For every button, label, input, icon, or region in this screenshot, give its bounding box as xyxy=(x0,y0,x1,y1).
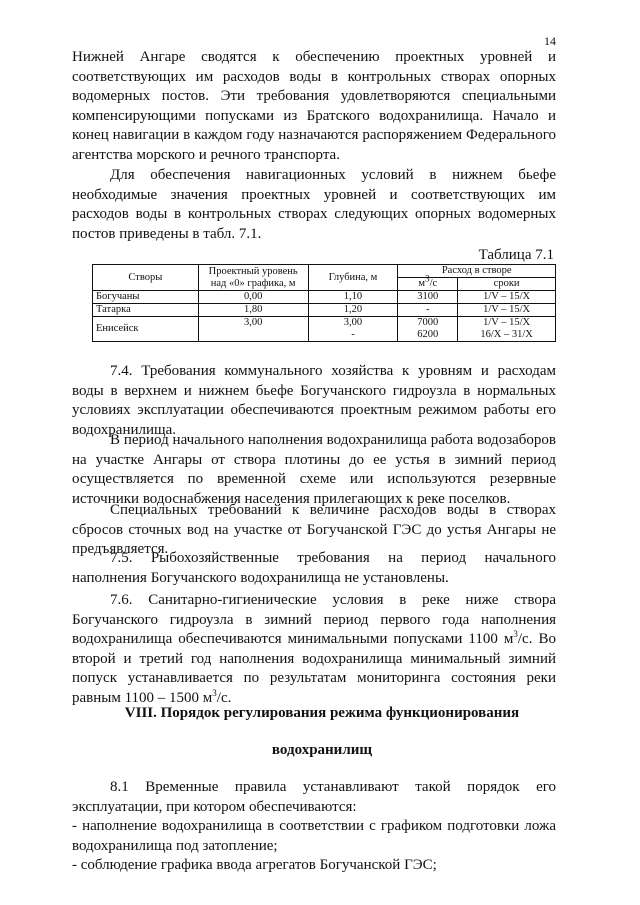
list-item: - соблюдение графика ввода агрегатов Богучанской ГЭС; xyxy=(72,857,437,873)
cell-term-line2: 16/X – 31/X xyxy=(480,329,533,340)
section-title-line2: водохранилищ xyxy=(271,742,373,758)
cell-flow-line1: 7000 xyxy=(417,317,439,328)
cell-level: 3,00 xyxy=(198,317,308,342)
cell-level: 1,80 xyxy=(198,304,308,317)
paragraph-water-intake: В период начального наполнения водохранилища работа водозаборов на участке Ангары от створа плотины до ее устья в зимний период осуществляется по временной схеме или используются резервные источники водоснабжения населения прилегающих к реке поселков. xyxy=(72,432,556,507)
paragraph-8-1: 8.1 Временные правила устанавливают такой порядок его эксплуатации, при котором обеспечиваются: xyxy=(72,779,556,815)
header-level: Проектный уровень над «0» графика, м xyxy=(198,265,308,291)
section-title: VIII. Порядок регулирования режима функционирования xyxy=(124,705,520,721)
table-caption: Таблица 7.1 xyxy=(478,247,554,263)
table-row xyxy=(93,304,556,317)
header-depth: Глубина, м xyxy=(308,265,398,291)
cell-term: 1/V – 15/X xyxy=(458,291,556,304)
cell-depth: 1,20 xyxy=(308,304,398,317)
cell-depth-line2: - xyxy=(351,329,355,340)
header-stvory: Створы xyxy=(93,265,199,291)
page-number: 14 xyxy=(544,34,556,48)
header-terms: сроки xyxy=(458,278,556,291)
header-flow-unit: $м^3/с$ xyxy=(398,278,458,291)
cell-level: 0,00 xyxy=(198,291,308,304)
paragraph-wastewater: Специальных требований к величине расходов воды в створах сбросов сточных вод на участке от Богучанской ГЭС до устья Ангары не предъявляется. xyxy=(72,502,556,558)
cell-depth: 1,10 xyxy=(308,291,398,304)
cell-name: Богучаны xyxy=(93,291,199,304)
header-flow: Расход в створе xyxy=(398,265,556,278)
cell-flow: 3100 xyxy=(398,291,458,304)
table-header-row xyxy=(93,265,556,278)
paragraph-7-4: 7.4. Требования коммунального хозяйства к уровням и расходам воды в верхнем и нижнем бьефе Богучанского гидроузла в нормальных условиях эксплуатации обеспечиваются проектным режимом работы его водохранилища. xyxy=(72,363,556,438)
cell-flow-line2: 6200 xyxy=(417,329,439,340)
paragraph-7-6: 7.6. Санитарно-гигиенические условия в реке ниже створа Богучанского гидроузла в зимний период первого года наполнения водохранилища обеспечиваются минимальными попусками 1100 $м^3/с$. Во второй и третий год наполнения водохранилища минимальный зимний попуск устанавливается по результатам мониторинга состояния реки равным 1100 – 1500 $м^3/с$. xyxy=(72,592,556,706)
cell-depth xyxy=(308,317,398,342)
cell-flow xyxy=(398,317,458,342)
cell-name: Енисейск xyxy=(93,317,199,342)
table-row xyxy=(93,291,556,304)
cell-name: Татарка xyxy=(93,304,199,317)
paragraph-navigation: Для обеспечения навигационных условий в нижнем бьефе необходимые значения проектных уровней и соответствующих им расходов воды в контрольных створах следующих опорных водомерных постов приведены в табл. 7.1. xyxy=(72,167,556,242)
paragraph-7-5: 7.5. Рыбохозяйственные требования на период начального наполнения Богучанского водохранилища не установлены. xyxy=(72,550,556,586)
data-table-7-1 xyxy=(92,264,556,342)
table-row xyxy=(93,317,556,342)
cell-term xyxy=(458,317,556,342)
cell-depth-line1: 3,00 xyxy=(343,317,363,328)
list-item: - наполнение водохранилища в соответствии с графиком подготовки ложа водохранилища под затопление; xyxy=(72,818,556,854)
paragraph-lower-angara: Нижней Ангаре сводятся к обеспечению проектных уровней и соответствующих им расходов воды в контрольных створах опорных водомерных постов. Эти требования удовлетворяются специальными компенсирующими попусками из Братского водохранилища. Начало и конец навигации в каждом году назначаются распоряжением Федерального агентства морского и речного транспорта. xyxy=(72,49,556,163)
cell-term: 1/V – 15/X xyxy=(458,304,556,317)
cell-flow: - xyxy=(398,304,458,317)
cell-term-line1: 1/V – 15/X xyxy=(483,317,531,328)
